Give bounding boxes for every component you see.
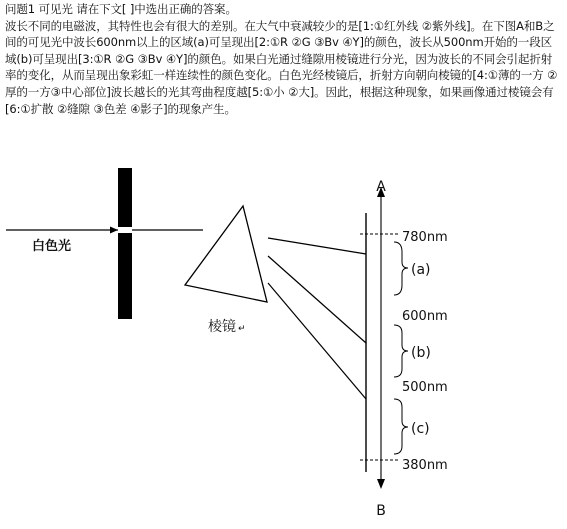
label-b: B bbox=[376, 503, 386, 519]
brace-b bbox=[394, 325, 408, 377]
question-title: 问题1 可见光 请在下文[ ]中选出正确的答案。 bbox=[5, 2, 237, 16]
brace-c bbox=[394, 399, 408, 454]
region-b-label: (b) bbox=[411, 345, 431, 361]
label-a: A bbox=[376, 179, 386, 195]
return-mark-icon: ↵ bbox=[238, 324, 246, 334]
mark-380nm: 380nm bbox=[402, 458, 448, 473]
region-a-label: (a) bbox=[411, 262, 431, 278]
axis-arrow-down-icon bbox=[377, 479, 385, 489]
white-light-arrowhead bbox=[110, 227, 118, 234]
mark-600nm: 600nm bbox=[402, 309, 448, 324]
dispersed-ray-3 bbox=[268, 283, 366, 399]
question-paragraph: 波长不同的电磁波，其特性也会有很大的差别。在大气中衰减较少的是[1:①红外线 ②紫外线]。在下图A和B之间的可见光中波长600nm以上的区域(a)可呈现出[2:①R ②G ③Bv ④Y]的颜色，波长从500nm开始的一段区域(b)可呈现出[3:①R ②G ③Bv ④Y]的颜色。如果白光通过缝隙用棱镜进行分光，因为波长的不同会引起折射率的变化，从而呈现出象彩虹一样连续性的颜色变化。白色光经棱镜后，折射方向朝向棱镜的[4:①薄的一方 ②厚的一方③中心部位]波长越长的光其弯曲程度越[5:①小 ②大]。因此，根据这种现象，如果画像通过棱镜会有[6:①扩散 ②缝隙 ③色差 ④影子]的现象产生。 bbox=[5, 18, 558, 116]
mark-780nm: 780nm bbox=[402, 230, 448, 245]
region-c-label: (c) bbox=[411, 421, 430, 437]
white-light-label: 白色光 bbox=[32, 239, 72, 254]
slit-plate-lower bbox=[118, 233, 132, 319]
dispersed-ray-1 bbox=[268, 238, 366, 254]
slit-plate-upper bbox=[118, 168, 132, 227]
brace-a bbox=[394, 242, 408, 295]
mark-500nm: 500nm bbox=[402, 380, 448, 395]
prism-label: 棱镜 bbox=[208, 319, 236, 335]
prism-shape bbox=[185, 206, 267, 302]
